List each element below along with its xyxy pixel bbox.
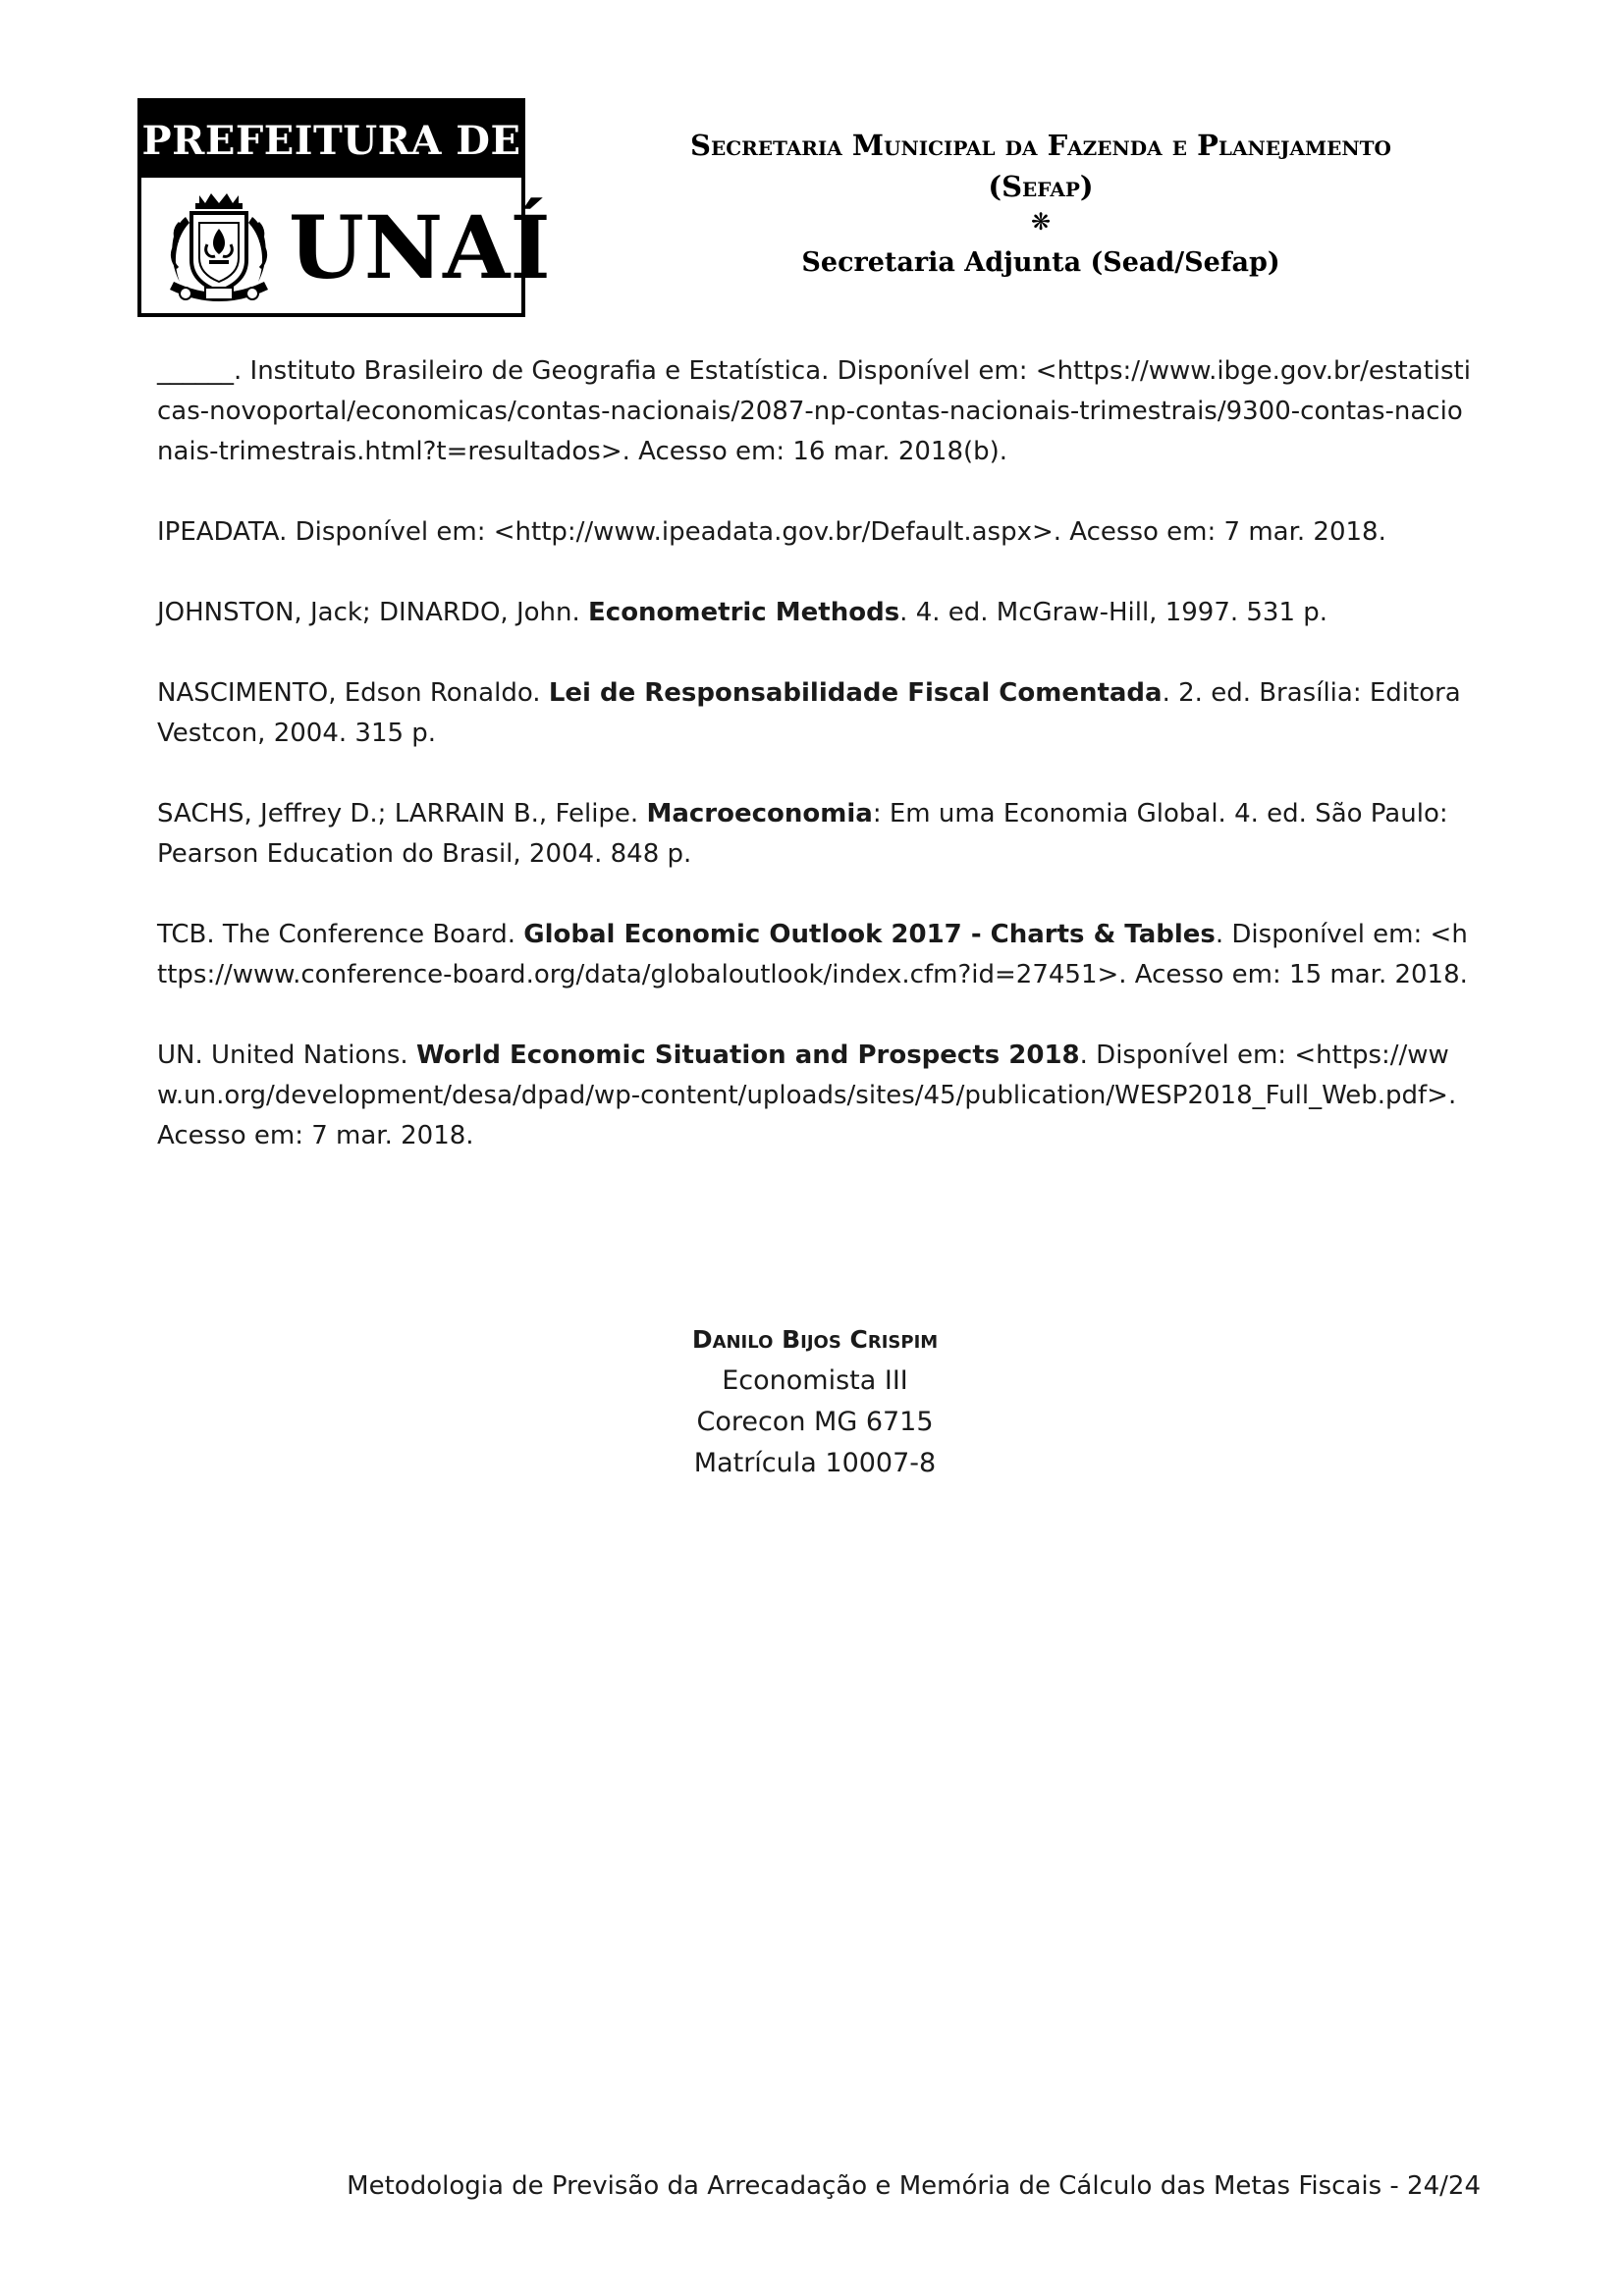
reference-text: Instituto Brasileiro de Geografia e Estatística. Disponível em:	[242, 356, 1036, 386]
reference-title: World Economic Situation and Prospects 2018	[415, 1041, 1080, 1070]
header-secretariat: Secretaria Municipal da Fazenda e Planejamento	[690, 129, 1391, 162]
reference-item	[157, 593, 1473, 633]
signatory-id: Matrícula 10007-8	[693, 1448, 937, 1478]
reference-text: . Acesso em: 7 mar. 2018.	[1053, 517, 1386, 547]
reference-title: Global Economic Outlook 2017 - Charts & Tables	[523, 920, 1216, 949]
reference-url[interactable]: <https://www.conference-board.org/data/globaloutlook/index.cfm?id=27451>	[157, 920, 1468, 989]
signatory-registration: Corecon MG 6715	[696, 1407, 934, 1437]
header-subsecretariat: Secretaria Adjunta (Sead/Sefap)	[801, 247, 1280, 278]
reference-author: ______.	[157, 356, 243, 386]
reference-title: Econometric Methods	[588, 598, 900, 627]
reference-item	[157, 915, 1473, 995]
reference-author: IPEADATA.	[157, 517, 288, 547]
reference-url[interactable]: <http://www.ipeadata.gov.br/Default.aspx>	[493, 517, 1054, 547]
reference-text: . Disponível em:	[1079, 1041, 1295, 1070]
reference-author: TCB. The Conference Board.	[157, 920, 524, 949]
reference-author: NASCIMENTO, Edson Ronaldo.	[157, 678, 549, 708]
reference-text: . Disponível em:	[1215, 920, 1431, 949]
ornament-icon: ❋	[1030, 208, 1052, 236]
reference-item	[157, 1036, 1473, 1156]
reference-item	[157, 351, 1473, 472]
logo-city-text: UNAÍ	[289, 196, 551, 298]
reference-text: . 4. ed. McGraw-Hill, 1997. 531 p.	[899, 598, 1328, 627]
reference-text: . 2. ed. Brasília: Editora Vestcon, 2004. 315 p.	[157, 678, 1461, 748]
logo-top-text: PREFEITURA DE	[141, 102, 521, 178]
header-acronym: (Sefap)	[988, 170, 1094, 203]
page-footer: Metodologia de Previsão da Arrecadação e Memória de Cálculo das Metas Fiscais - 24/24	[347, 2171, 1481, 2201]
reference-text: . Acesso em: 16 mar. 2018(b).	[622, 437, 1008, 466]
references-list	[157, 351, 1473, 1197]
reference-text: . Acesso em: 15 mar. 2018.	[1118, 960, 1468, 989]
reference-title: Lei de Responsabilidade Fiscal Comentada	[548, 678, 1163, 708]
signature-block	[550, 1319, 1080, 1484]
reference-text: Disponível em:	[287, 517, 494, 547]
signatory-role: Economista III	[722, 1365, 908, 1396]
page-header	[579, 124, 1502, 283]
reference-author: JOHNSTON, Jack; DINARDO, John.	[157, 598, 589, 627]
reference-url[interactable]: <https://www.un.org/development/desa/dpad/wp-content/uploads/sites/45/publication/WESP2018_Full_Web.pdf>	[157, 1041, 1449, 1110]
reference-author: UN. United Nations.	[157, 1041, 416, 1070]
reference-text: . Acesso em: 7 mar. 2018.	[157, 1081, 1457, 1150]
reference-title: Macroeconomia	[646, 799, 873, 828]
reference-item	[157, 794, 1473, 875]
reference-url[interactable]: <https://www.ibge.gov.br/estatisticas-novoportal/economicas/contas-nacionais/2087-np-contas-nacionais-trimestrais/9300-contas-nacionais-trimestrais.html?t=resultados>	[157, 356, 1471, 466]
reference-author: SACHS, Jeffrey D.; LARRAIN B., Felipe.	[157, 799, 647, 828]
reference-item	[157, 512, 1473, 553]
prefeitura-logo	[137, 98, 551, 317]
coat-of-arms-icon	[156, 184, 282, 313]
reference-text: : Em uma Economia Global. 4. ed. São Paulo: Pearson Education do Brasil, 2004. 848 p.	[157, 799, 1448, 869]
signatory-name: Danilo Bijos Crispim	[691, 1325, 939, 1354]
reference-item	[157, 673, 1473, 754]
